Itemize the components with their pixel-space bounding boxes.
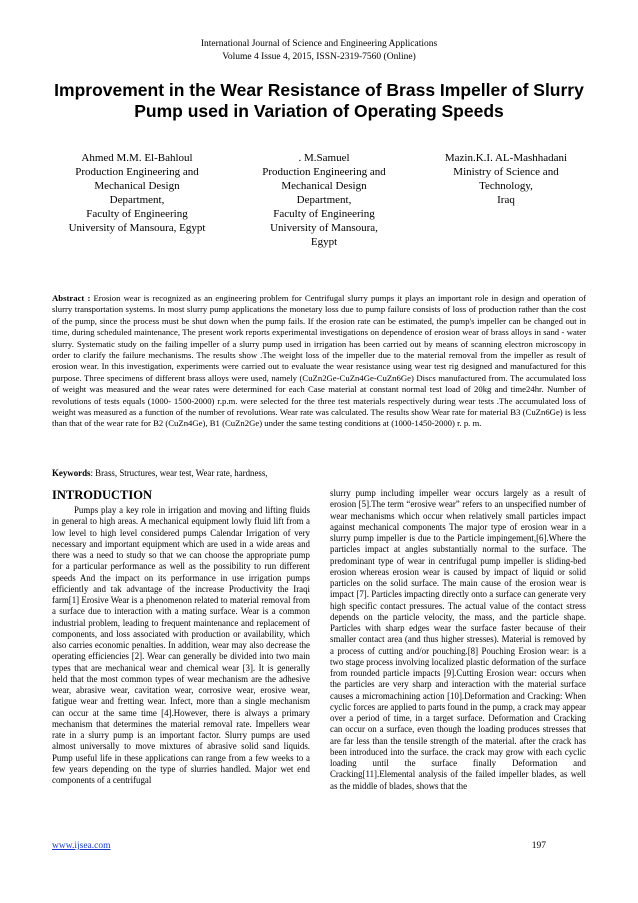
author-2-affiliation-line: University of Mansoura,: [270, 222, 378, 234]
author-1-affiliation-line: Mechanical Design: [94, 180, 180, 192]
author-3-affiliation-line: Ministry of Science and: [453, 166, 559, 178]
author-3-name: Mazin.K.I. AL-Mashhadani: [444, 152, 568, 164]
abstract-label: Abstract :: [52, 293, 91, 303]
left-column: [52, 488, 310, 786]
keywords-label: Keywords: [52, 468, 91, 478]
author-1-affiliation-line: University of Mansoura, Egypt: [68, 222, 206, 234]
page-footer: [52, 841, 586, 855]
author-2-affiliation-line: Production Engineering and: [262, 166, 386, 178]
author-1-name: Ahmed M.M. El-Bahloul: [81, 152, 193, 164]
author-2-name: . M.Samuel: [298, 152, 350, 164]
author-2-affiliation-line: Faculty of Engineering: [273, 208, 375, 220]
introduction-paragraph-continued: slurry pump including impeller wear occurs largely as a result of erosion [5].The term “erosive wear” refers to an unspecified number of wear mechanisms which occur when relatively small particles impact against mechanical components The major type of erosion wear in a slurry pump impeller is due to the Particle impingement,[6].Where the particles impact at angles substantially normal to the surface. The predominant type of wear in centrifugal pump impeller is sliding-bed erosion whereas erosion wear is caused by impact of liquid or solid particles on the solid surface. The main cause of the erosion wear is impact [7]. Particles impacting directly onto a surface can generate very high specific contact pressures. The actual value of the contact stress depends on the particle velocity, the mass, and the particle shape. Particles with sharp edges wear the surface faster because of their smaller contact area (and thus higher stresses). Material is removed by a process of cutting and/or pouching.[8] Pouching Erosion wear: is a two stage process involving localized plastic deformation of the surface from rounded particle impacts [9].Cutting Erosion wear: occurs when the particles are very sharp and interaction with the material surface causes a micromachining action [10].Deformation and Cracking: When cyclic forces are applied to parts found in the pump, a crack may appear over a period of time, in a target surface. Deformation and Cracking can occur on a surface, even though the loading produces stresses that are far less than the tensile strength of the material. after the crack has been introduced into the surface. the crack may grow with each cyclic loading until the surface finally Deformation and Cracking[11].Elemental analysis of the failed impeller blades, as well as the middle of blades, shows that the: [330, 488, 586, 791]
journal-name: International Journal of Science and Engineering Applications: [200, 39, 438, 49]
author-1-affiliation-line: Department,: [109, 194, 165, 206]
author-1: [52, 151, 222, 249]
journal-header: [0, 38, 638, 64]
author-3-affiliation-line: Technology,: [479, 180, 533, 192]
author-3: [426, 151, 586, 249]
journal-website-link[interactable]: www.ijsea.com: [52, 841, 111, 851]
author-2: [239, 151, 409, 249]
page-number: 197: [531, 841, 546, 851]
keywords: [52, 468, 586, 479]
paper-title: Improvement in the Wear Resistance of Brass Impeller of Slurry Pump used in Variation of Operating Speeds: [54, 80, 584, 121]
author-2-affiliation-line: Egypt: [310, 236, 338, 248]
abstract-text: Erosion wear is recognized as an engineering problem for Centrifugal slurry pumps it plays an important role in design and operation of slurry transportation systems. In most slurry pump applications the monetary loss due to pump failure consists of loss of production rather than the cost of the pump, since the process must be shut down when the pump fails. If the erosion rate can be estimated, the pump's impeller can be changed out in time, during scheduled maintenance, The present work reports experimental investigations on dependence of erosion wear of brass alloys in sand - water slurry. Systematic study on the failing impeller of a slurry pump used in irrigation has been carried out by means of scanning electron microscopy in order to clarify the failure mechanisms. The results show .The weight loss of the impeller due to the material removal from the impeller as result of erosion wear. In this investigation, experiments were carried out to evaluate the wear resistance using wear test rig designed and manufactured for this purpose. Three specimens of different brass alloys were used, namely (CuZn2Ge-CuZn4Ge-CuZn6Ge) Discs manufactured from. The accumulated loss of weight was measured and the wear rates were determined for each Case material at constant normal test load of 20kg and time24hr. Number of revolutions of tests equals (1000- 1500-2000) r.p.m. were selected for the three test materials respectively during wear tests .The accumulated loss of weight was measured as a function of the number of revolutions. Wear rate was calculated. The results show Wear rate for material B3 (CuZn6Ge) is less than that of the wear rate for B2 (CuZn4Ge), B1 (CuZn2Ge) under the same testing conditions at (1000-1450-2000) r. p. m.: [52, 293, 586, 429]
author-1-affiliation-line: Faculty of Engineering: [86, 208, 188, 220]
journal-volume: Volume 4 Issue 4, 2015, ISSN-2319-7560 (Online): [222, 52, 416, 62]
abstract: [52, 293, 586, 430]
introduction-paragraph: Pumps play a key role in irrigation and moving and lifting fluids in general to high areas. A mechanical equipment lowly fluid lift from a low level to high level considered pumps Calendar Irrigation of very necessary and important equipment which are used in a wide areas and there was a need to study so that we can choose the appropriate pump for a particular performance as well as the possibility to run different speeds And the impact on its performance in use irrigation pumps efficiently and tak advantage of the increase Productivity the Iraqi farm[1] Erosive Wear is a phenomenon related to material removal from a surface due to interaction with a mating surface. Wear is a common industrial problem, leading to frequent maintenance and replacement of components, and loss associated with production or availability, which also carries economic penalties. In addition, wear may also decrease the operating efficiencies [2]. Wear can generally be divided into two main types that are mechanical wear and chemical wear [3]. It is generally held that the most common types of wear mechanism are the adhesive wear, abrasive wear, cavitation wear, corrosive wear, erosive wear, fatigue wear and fretting wear. Infect, more than a single mechanism can occur at the same time [4].However, there is always a primary mechanism that determines the material removal rate. Impellers wear rate in a slurry pump is an important factor. Slurry pumps are used almost universally to move mixtures of abrasive solid sand liquids. Pump useful life in these applications can range from a few weeks to a few years depending on the type of slurries handled. Major wet end components of a centrifugal: [52, 505, 310, 785]
author-2-affiliation-line: Department,: [296, 194, 352, 206]
author-1-affiliation-line: Production Engineering and: [75, 166, 199, 178]
right-column: [330, 488, 586, 792]
author-list: [52, 151, 586, 249]
author-2-affiliation-line: Mechanical Design: [281, 180, 367, 192]
introduction-heading: INTRODUCTION: [52, 488, 153, 502]
author-3-affiliation-line: Iraq: [497, 194, 515, 206]
keywords-text: : Brass, Structures, wear test, Wear rate, hardness,: [90, 468, 268, 478]
